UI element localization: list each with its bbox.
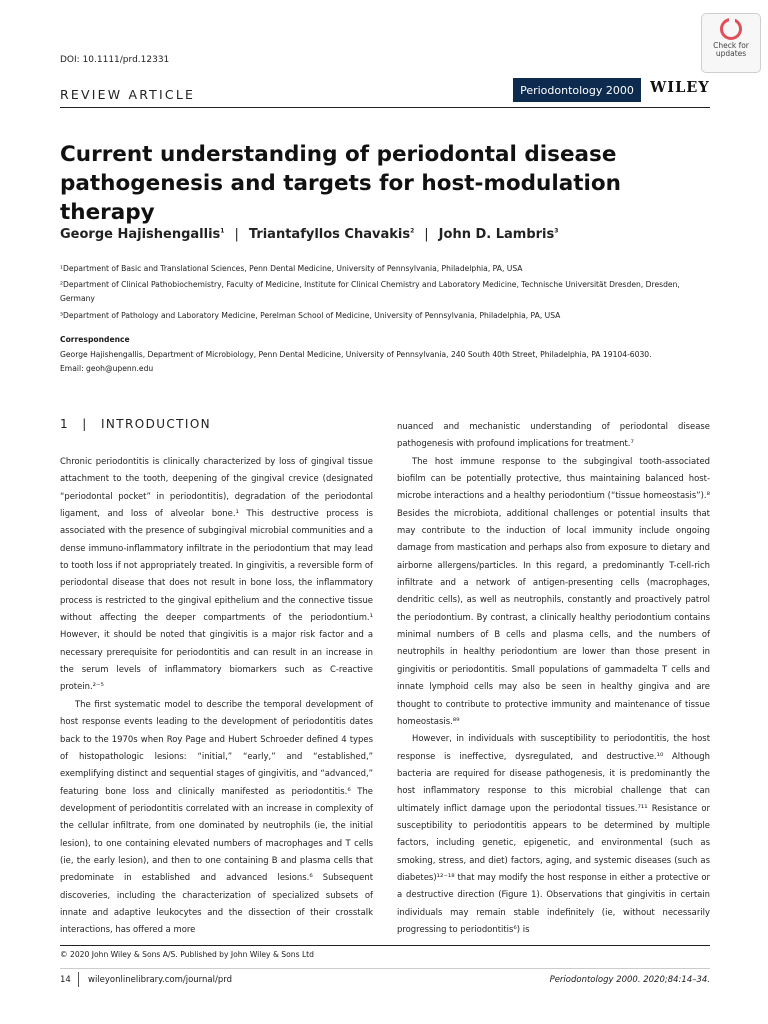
footer-rule-thin xyxy=(60,968,710,969)
footer-divider xyxy=(78,972,79,987)
correspondence-heading: Correspondence xyxy=(60,335,130,344)
check-for-updates-badge[interactable] xyxy=(701,13,761,73)
body-paragraph: However, in individuals with susceptibility to periodontitis, the host response is ineffective, dysregulated, and destructive.¹⁰ Although bacteria are required for disease pathogenesis, it is predominantly the host inflammatory response to this microbial challenge that can ultimately inflict damage upon the periodontal tissues.⁷¹¹ Resistance or susceptibility to periodontitis appears to be determined by multiple factors, including genetic, epigenetic, and environmental (such as smoking, stress, and diet) factors, aging, and systemic diseases (such as diabetes)¹²⁻¹⁸ that may modify the host response in either a protective or a destructive direction (Figure 1). Observations that gingivitis in certain individuals may remain stable indefinitely (ie, without necessarily progressing to periodontitis⁶) is xyxy=(397,733,710,934)
header-rule xyxy=(60,107,710,108)
author-name[interactable]: John D. Lambris xyxy=(438,227,555,242)
journal-badge[interactable]: Periodontology 2000 xyxy=(513,78,641,102)
correspondence-email[interactable]: Email: geoh@upenn.edu xyxy=(60,364,154,373)
publisher-logo[interactable]: WILEY xyxy=(650,79,710,96)
author-affiliation-mark: 3 xyxy=(554,227,559,235)
author-list xyxy=(60,227,558,242)
doi: DOI: 10.1111/prd.12331 xyxy=(60,55,170,65)
correspondence-details xyxy=(60,348,720,376)
section-title: INTRODUCTION xyxy=(100,417,212,431)
author-name[interactable]: Triantafyllos Chavakis xyxy=(248,227,411,242)
section-number: 1 xyxy=(60,417,70,431)
page-number: 14 xyxy=(60,975,71,985)
body-paragraph: The first systematic model to describe the temporal development of host response events leading to the development of periodontitis dates back to the 1970s when Roy Page and Hubert Schroeder defined 4 types of histopathologic lesions: “initial,” “early,” and “established,” exemplifying distinct and sequential stages of gingivitis, and “advanced,” featuring bone loss and clinically manifested as periodontitis.⁶ The development of periodontitis correlated with an increase in complexity of the cellular infiltrate, from one dominated by neutrophils (ie, the initial lesion), to one containing elevated numbers of macrophages and T cells (ie, the early lesion), and then to one containing B and plasma cells that predominate in established and advanced lesions.⁶ Subsequent discoveries, including the characterization of specialized subsets of innate and adaptive leukocytes and the dissection of their crosstalk interactions, has offered a more xyxy=(60,698,373,935)
copyright: © 2020 John Wiley & Sons A/S. Published by John Wiley & Sons Ltd xyxy=(60,950,314,959)
body-paragraph: nuanced and mechanistic understanding of periodontal disease pathogenesis with profound implications for treatment.⁷ xyxy=(397,421,710,449)
affiliation: ²Department of Clinical Pathobiochemistry, Faculty of Medicine, Institute for Clinical Chemistry and Laboratory Medicine, Technische Universität Dresden, Dresden, Germany xyxy=(60,280,680,303)
journal-citation: Periodontology 2000. 2020;84:14–34. xyxy=(549,975,710,985)
author-separator: | xyxy=(424,227,429,242)
article-title: Current understanding of periodontal disease pathogenesis and targets for host-modulation therapy xyxy=(60,142,621,225)
article-type: REVIEW ARTICLE xyxy=(60,87,196,102)
check-for-updates-label: Check for updates xyxy=(713,41,749,58)
body-paragraph: Chronic periodontitis is clinically characterized by loss of gingival tissue attachment to the tooth, deepening of the gingival crevice (designated “periodontal pocket” in periodontitis), degradation of the periodontal ligament, and loss of alveolar bone.¹ This destructive process is associated with the presence of subgingival microbial communities and a dense immuno-inflammatory infiltrate in the periodontium that may lead to tooth loss if not appropriately treated. In gingivitis, a reversible form of periodontal disease that does not result in bone loss, the inflammatory process is restricted to the gingival epithelium and the connective tissue without affecting the deeper compartments of the periodontium.¹ However, it should be noted that gingivitis is a major risk factor and a necessary prerequisite for periodontitis and can result in an increase in the serum levels of inflammatory biomarkers such as C-reactive protein.²⁻⁵ xyxy=(60,456,373,692)
author-affiliation-mark: 2 xyxy=(410,227,415,235)
body-column-right xyxy=(397,418,710,938)
body-column-left xyxy=(60,453,373,939)
correspondence-address: George Hajishengallis, Department of Microbiology, Penn Dental Medicine, University of Pennsylvania, 240 South 40th Street, Philadelphia, PA 19104-6030. xyxy=(60,350,652,359)
author-affiliation-mark: 1 xyxy=(220,227,225,235)
body-paragraph: The host immune response to the subgingival tooth-associated biofilm can be potentially protective, thus maintaining balanced host-microbe interactions and a healthy periodontium (“tissue homeostasis”).⁸ Besides the microbiota, additional challenges or potential insults that may contribute to the induction of local immunity include ongoing damage from mastication and perhaps also from exposure to dietary and airborne allergens/particles. In this regard, a predominantly T-cell-rich infiltrate and a network of antigen-presenting cells (macrophages, dendritic cells), as well as neutrophils, constantly and proactively patrol the periodontium. By contrast, a clinically healthy periodontium contains minimal numbers of B cells and plasma cells, and the numbers of neutrophils in healthy periodontium are lower than those present in gingivitis or periodontitis. Small populations of gammadelta T cells and innate lymphoid cells may also be seen in healthy gingiva and are thought to contribute to protective immunity and maintenance of tissue homeostasis.⁸⁹ xyxy=(397,455,710,726)
author-name[interactable]: George Hajishengallis xyxy=(60,227,221,242)
section-separator: | xyxy=(82,417,88,431)
crossmark-icon xyxy=(720,18,742,40)
footer-rule xyxy=(60,945,710,946)
journal-website-link[interactable]: wileyonlinelibrary.com/journal/prd xyxy=(88,975,232,985)
section-heading xyxy=(60,417,211,431)
author-separator: | xyxy=(234,227,239,242)
affiliation: ¹Department of Basic and Translational Sciences, Penn Dental Medicine, University of Pennsylvania, Philadelphia, PA, USA xyxy=(60,264,523,273)
affiliation: ³Department of Pathology and Laboratory Medicine, Perelman School of Medicine, University of Pennsylvania, Philadelphia, PA, USA xyxy=(60,311,561,320)
